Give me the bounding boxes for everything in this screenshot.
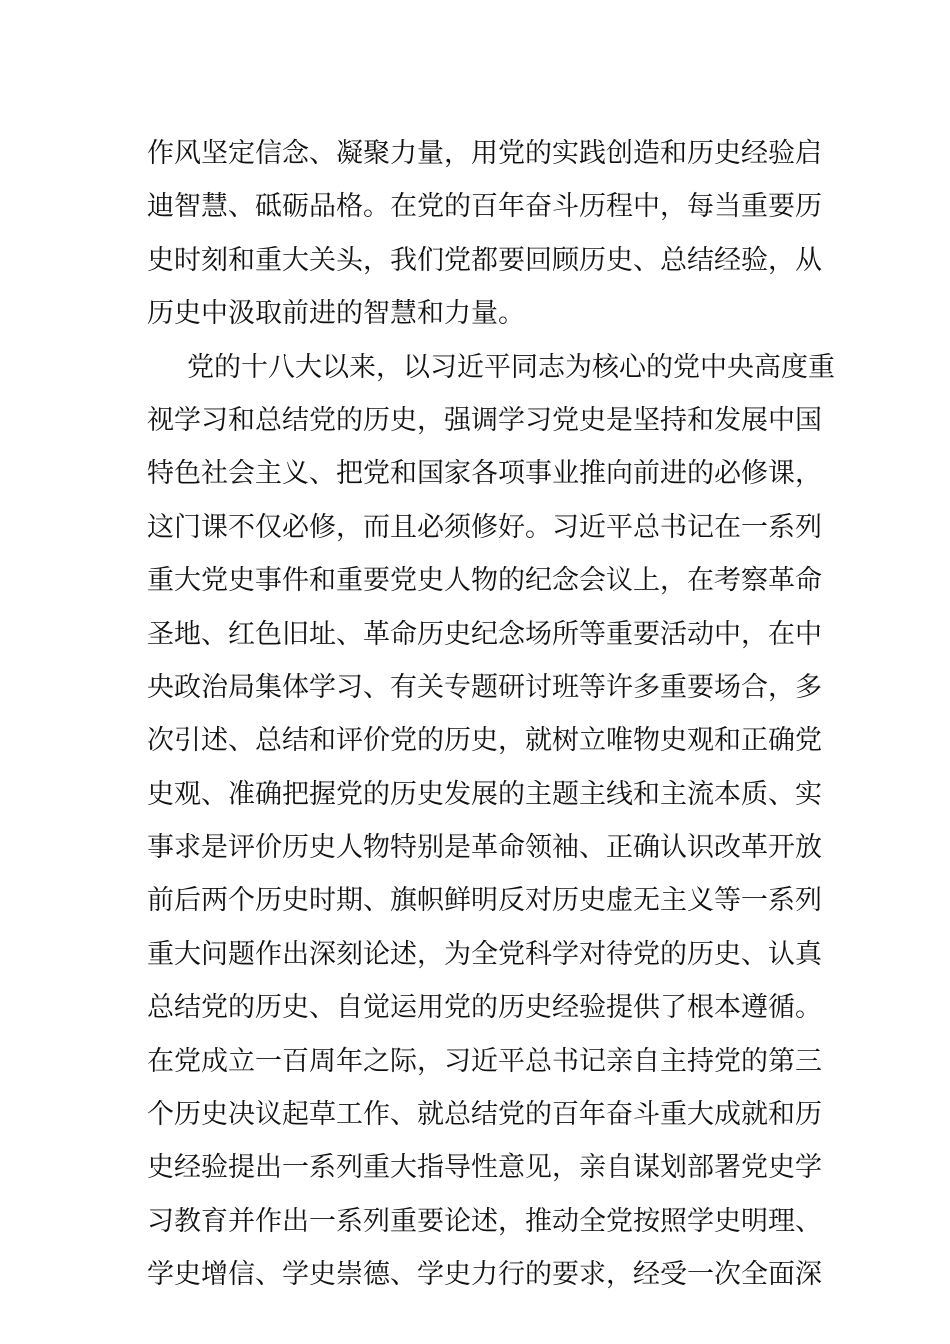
text-line: 习教育并作出一系列重要论述，推动全党按照学史明理、 (147, 1205, 822, 1237)
text-line: 总结党的历史、自觉运用党的历史经验提供了根本遵循。 (147, 992, 822, 1024)
text-line: 圣地、红色旧址、革命历史纪念场所等重要活动中，在中 (147, 618, 822, 650)
text-line: 特色社会主义、把党和国家各项事业推向前进的必修课， (147, 458, 822, 490)
text-line: 作风坚定信念、凝聚力量，用党的实践创造和历史经验启 (147, 138, 822, 169)
text-line: 这门课不仅必修，而且必须修好。习近平总书记在一系列 (147, 511, 822, 543)
text-line: 史时刻和重大关头，我们党都要回顾历史、总结经验，从 (147, 244, 822, 276)
text-line: 历史中汲取前进的智慧和力量。 (147, 298, 525, 330)
paragraph-first-line: 党的十八大以来，以习近平同志为核心的党中央高度重 (187, 351, 835, 383)
text-line: 迪智慧、砥砺品格。在党的百年奋斗历程中，每当重要历 (147, 191, 822, 223)
text-line: 重大党史事件和重要党史人物的纪念会议上，在考察革命 (147, 565, 822, 597)
body-text (147, 127, 835, 1302)
text-line: 央政治局集体学习、有关专题研讨班等许多重要场合，多 (147, 671, 822, 703)
text-line: 史观、准确把握党的历史发展的主题主线和主流本质、实 (147, 778, 822, 810)
text-line: 重大问题作出深刻论述，为全党科学对待党的历史、认真 (147, 938, 822, 970)
text-line: 学史增信、学史崇德、学史力行的要求，经受一次全面深 (147, 1259, 822, 1291)
text-line: 事求是评价历史人物特别是革命领袖、正确认识改革开放 (147, 832, 822, 864)
text-line: 在党成立一百周年之际，习近平总书记亲自主持党的第三 (147, 1045, 822, 1077)
text-line: 前后两个历史时期、旗帜鲜明反对历史虚无主义等一系列 (147, 885, 822, 917)
text-line: 次引述、总结和评价党的历史，就树立唯物史观和正确党 (147, 725, 822, 757)
text-line: 个历史决议起草工作、就总结党的百年奋斗重大成就和历 (147, 1099, 822, 1131)
text-line: 视学习和总结党的历史，强调学习党史是坚持和发展中国 (147, 404, 822, 436)
text-line: 史经验提出一系列重大指导性意见，亲自谋划部署党史学 (147, 1152, 822, 1184)
